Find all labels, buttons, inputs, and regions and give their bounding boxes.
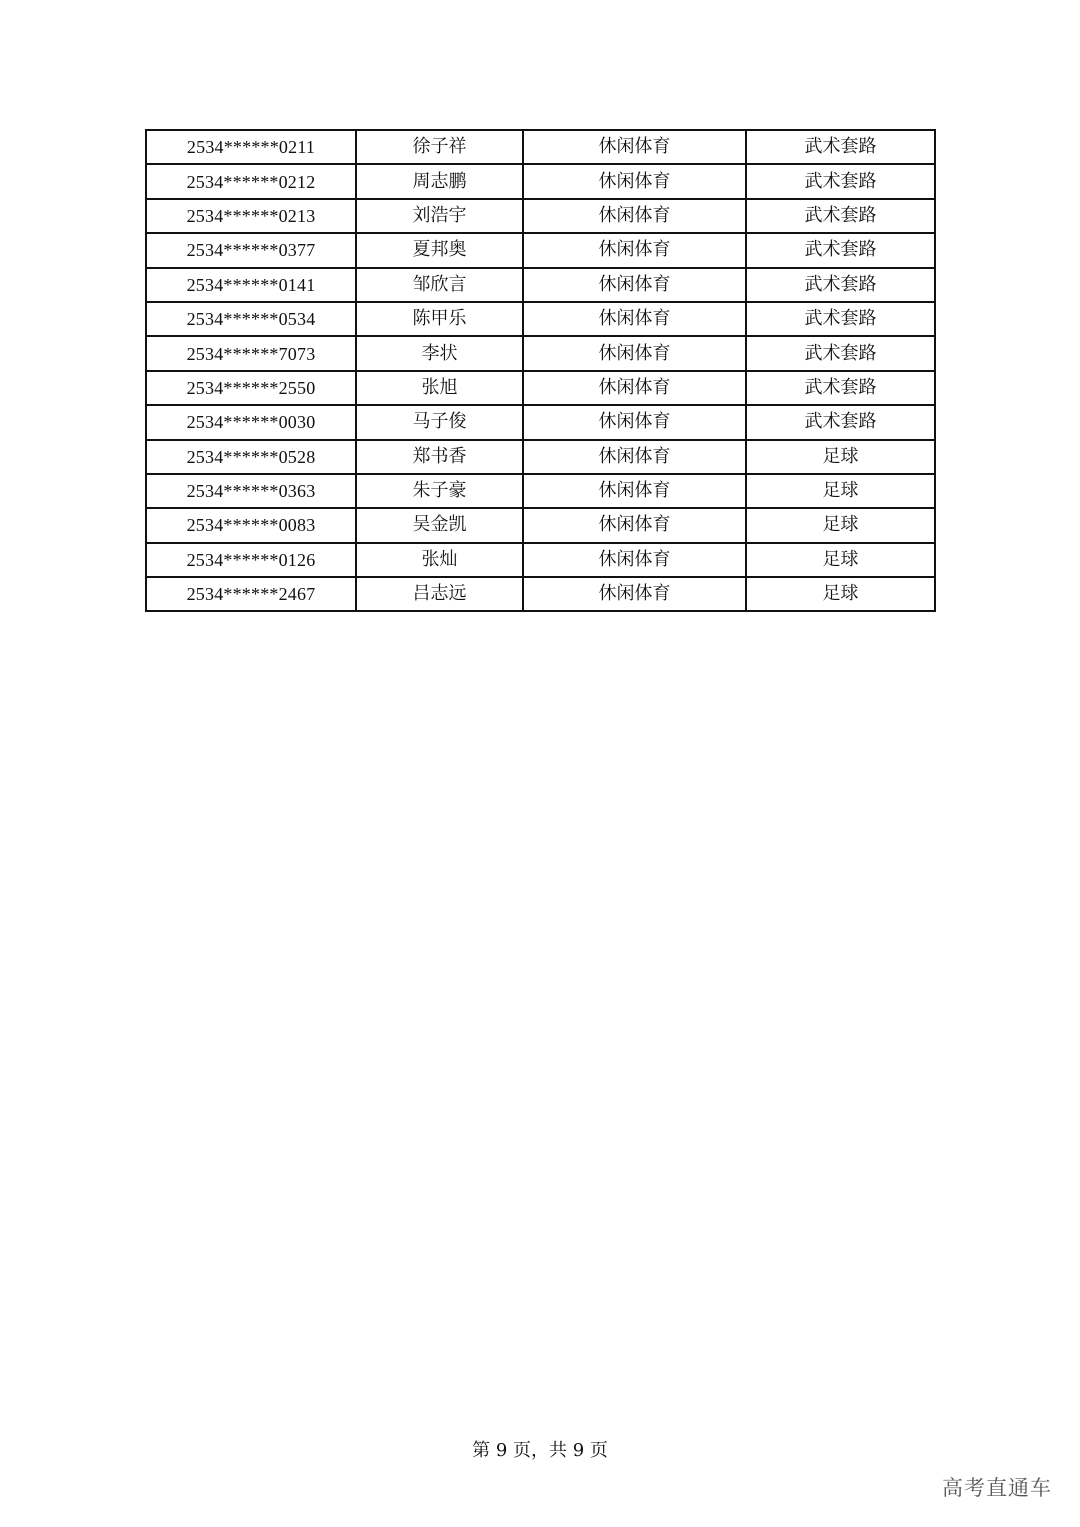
category-cell: 休闲体育 [523,577,746,611]
candidate-id-cell: 2534******2550 [146,371,356,405]
table-row [146,508,935,542]
candidate-name-cell: 马子俊 [356,405,523,439]
candidate-name-cell: 周志鹏 [356,164,523,198]
candidate-id-cell: 2534******0126 [146,543,356,577]
candidate-id-cell: 2534******0528 [146,440,356,474]
table-row [146,302,935,336]
candidate-name-cell: 吴金凯 [356,508,523,542]
item-cell: 武术套路 [746,336,935,370]
table-row [146,130,935,164]
candidate-name-cell: 张灿 [356,543,523,577]
category-cell: 休闲体育 [523,371,746,405]
table-row [146,474,935,508]
table-row [146,164,935,198]
candidate-id-cell: 2534******2467 [146,577,356,611]
candidate-name-cell: 朱子豪 [356,474,523,508]
roster-table-body [146,130,935,611]
item-cell: 武术套路 [746,405,935,439]
candidate-id-cell: 2534******0141 [146,268,356,302]
roster-table-container [145,129,936,612]
item-cell: 足球 [746,577,935,611]
item-cell: 足球 [746,474,935,508]
category-cell: 休闲体育 [523,302,746,336]
item-cell: 足球 [746,440,935,474]
table-row [146,268,935,302]
candidate-id-cell: 2534******7073 [146,336,356,370]
candidate-name-cell: 刘浩宇 [356,199,523,233]
candidate-name-cell: 吕志远 [356,577,523,611]
category-cell: 休闲体育 [523,233,746,267]
category-cell: 休闲体育 [523,268,746,302]
candidate-name-cell: 郑书香 [356,440,523,474]
table-row [146,233,935,267]
candidate-id-cell: 2534******0030 [146,405,356,439]
table-row [146,371,935,405]
category-cell: 休闲体育 [523,543,746,577]
candidate-id-cell: 2534******0211 [146,130,356,164]
candidate-name-cell: 张旭 [356,371,523,405]
item-cell: 武术套路 [746,130,935,164]
item-cell: 武术套路 [746,233,935,267]
item-cell: 足球 [746,508,935,542]
table-row [146,440,935,474]
table-row [146,199,935,233]
candidate-name-cell: 陈甲乐 [356,302,523,336]
category-cell: 休闲体育 [523,199,746,233]
page-number-footer: 第 9 页，共 9 页 [472,1440,608,1461]
item-cell: 武术套路 [746,371,935,405]
item-cell: 武术套路 [746,268,935,302]
category-cell: 休闲体育 [523,405,746,439]
watermark-text: 高考直通车 [942,1476,1052,1500]
category-cell: 休闲体育 [523,130,746,164]
candidate-id-cell: 2534******0534 [146,302,356,336]
table-row [146,543,935,577]
item-cell: 武术套路 [746,164,935,198]
candidate-id-cell: 2534******0212 [146,164,356,198]
table-row [146,577,935,611]
candidate-name-cell: 夏邦奥 [356,233,523,267]
candidate-id-cell: 2534******0377 [146,233,356,267]
table-row [146,336,935,370]
candidate-name-cell: 徐子祥 [356,130,523,164]
candidate-id-cell: 2534******0213 [146,199,356,233]
item-cell: 武术套路 [746,199,935,233]
candidate-id-cell: 2534******0363 [146,474,356,508]
item-cell: 足球 [746,543,935,577]
item-cell: 武术套路 [746,302,935,336]
candidate-name-cell: 邹欣言 [356,268,523,302]
candidate-name-cell: 李状 [356,336,523,370]
category-cell: 休闲体育 [523,508,746,542]
category-cell: 休闲体育 [523,474,746,508]
category-cell: 休闲体育 [523,440,746,474]
category-cell: 休闲体育 [523,336,746,370]
candidate-id-cell: 2534******0083 [146,508,356,542]
category-cell: 休闲体育 [523,164,746,198]
table-row [146,405,935,439]
roster-table [145,129,936,612]
